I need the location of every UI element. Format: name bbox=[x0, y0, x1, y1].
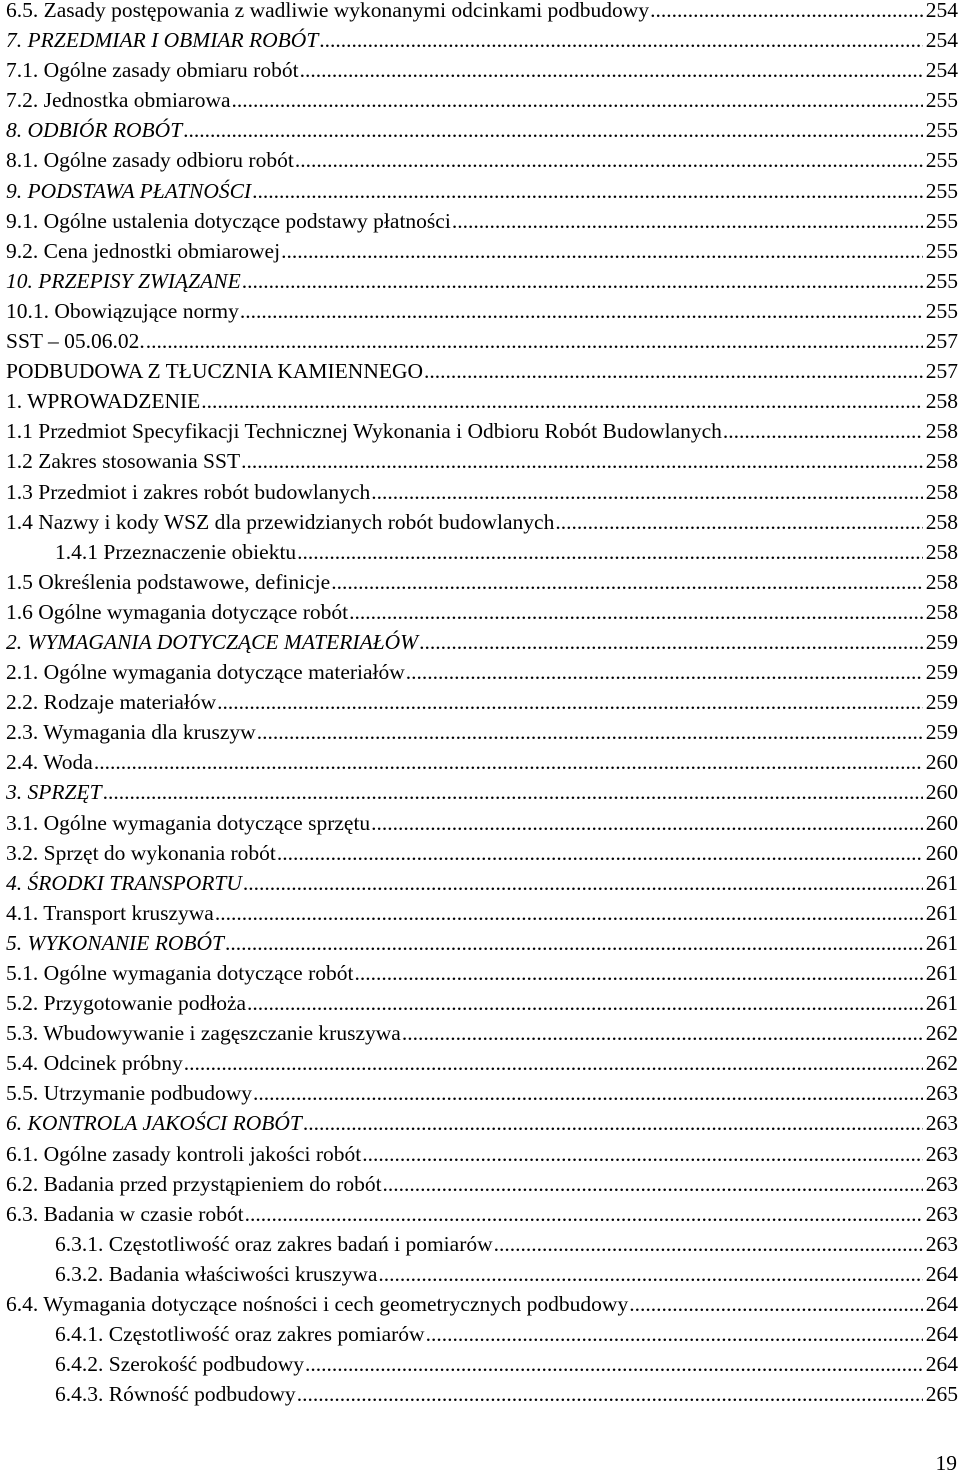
toc-entry-page: 254 bbox=[925, 28, 958, 53]
toc-entry[interactable] bbox=[0, 537, 958, 567]
toc-dot-leader bbox=[232, 85, 923, 115]
toc-entry-page: 255 bbox=[925, 88, 958, 113]
toc-entry-title: 6.4. Wymagania dotyczące nośności i cech geometrycznych podbudowy bbox=[6, 1292, 629, 1317]
toc-entry-title: 3.1. Ogólne wymagania dotyczące sprzętu bbox=[6, 810, 371, 835]
toc-dot-leader bbox=[424, 356, 923, 386]
toc-dot-leader bbox=[240, 296, 923, 326]
toc-entry-page: 258 bbox=[925, 539, 958, 564]
toc-entry-title: 5. WYKONANIE ROBÓT bbox=[6, 930, 224, 955]
toc-dot-leader bbox=[94, 747, 923, 777]
toc-entry[interactable] bbox=[0, 1289, 958, 1319]
toc-entry[interactable] bbox=[0, 1078, 958, 1108]
toc-dot-leader bbox=[300, 55, 923, 85]
toc-entry-page: 261 bbox=[925, 991, 958, 1016]
toc-entry[interactable] bbox=[0, 507, 958, 537]
toc-entry[interactable] bbox=[0, 717, 958, 747]
toc-entry-title: 1.3 Przedmiot i zakres robót budowlanych bbox=[6, 479, 371, 504]
toc-entry[interactable] bbox=[0, 176, 958, 206]
toc-entry-page: 264 bbox=[925, 1352, 958, 1377]
toc-entry-title: 2.4. Woda bbox=[6, 750, 93, 775]
toc-entry-page: 255 bbox=[925, 238, 958, 263]
toc-entry-title: 5.3. Wbudowywanie i zagęszczanie kruszywa bbox=[6, 1021, 401, 1046]
toc-entry-title: 1.5 Określenia podstawowe, definicje bbox=[6, 569, 331, 594]
toc-entry-title: 6.3. Badania w czasie robót bbox=[6, 1201, 244, 1226]
toc-dot-leader bbox=[103, 777, 923, 807]
toc-entry-title: 1.2 Zakres stosowania SST bbox=[6, 449, 241, 474]
toc-entry-page: 258 bbox=[925, 449, 958, 474]
toc-entry[interactable] bbox=[0, 1048, 958, 1078]
toc-entry-title: 9.1. Ogólne ustalenia dotyczące podstawy płatności bbox=[6, 208, 451, 233]
toc-entry-title: 6.3.2. Badania właściwości kruszywa bbox=[55, 1261, 378, 1286]
toc-entry-title: 5.1. Ogólne wymagania dotyczące robót bbox=[6, 961, 354, 985]
toc-entry-title: 2. WYMAGANIA DOTYCZĄCE MATERIAŁÓW bbox=[6, 629, 419, 654]
toc-entry[interactable] bbox=[0, 868, 958, 898]
toc-entry-page: 259 bbox=[925, 720, 958, 745]
toc-entry[interactable] bbox=[0, 567, 958, 597]
toc-entry[interactable] bbox=[0, 55, 958, 85]
toc-entry-page: 263 bbox=[925, 1141, 958, 1166]
toc-entry-page: 260 bbox=[925, 840, 958, 865]
toc-entry-title: 5.5. Utrzymanie podbudowy bbox=[6, 1081, 253, 1106]
toc-entry[interactable] bbox=[0, 386, 958, 416]
toc-entry-title: 7.1. Ogólne zasady obmiaru robót bbox=[6, 58, 299, 83]
toc-entry[interactable] bbox=[0, 808, 958, 838]
toc-entry-page: 259 bbox=[925, 690, 958, 715]
toc-dot-leader bbox=[331, 567, 923, 597]
toc-entry[interactable] bbox=[0, 1259, 958, 1289]
toc-entry[interactable] bbox=[0, 777, 958, 807]
toc-entry-title: 9. PODSTAWA PŁATNOŚCI bbox=[6, 178, 252, 203]
toc-dot-leader bbox=[303, 1108, 923, 1138]
toc-entry-page: 265 bbox=[925, 1382, 958, 1407]
toc-entry[interactable] bbox=[0, 85, 958, 115]
toc-dot-leader bbox=[494, 1229, 923, 1259]
toc-dot-leader bbox=[555, 507, 922, 537]
toc-entry-title: 7.2. Jednostka obmiarowa bbox=[6, 88, 231, 113]
toc-entry-page: 260 bbox=[925, 750, 958, 775]
toc-entry-page: 264 bbox=[925, 1292, 958, 1317]
toc-entry-page: 255 bbox=[925, 178, 958, 203]
toc-dot-leader bbox=[241, 446, 923, 476]
toc-entry-title: 10.1. Obowiązujące normy bbox=[6, 298, 239, 323]
toc-entry-page: 254 bbox=[925, 58, 958, 83]
toc-dot-leader bbox=[402, 1018, 923, 1048]
toc-entry[interactable] bbox=[0, 1229, 958, 1259]
toc-entry-page: 257 bbox=[925, 329, 958, 354]
toc-entry-page: 263 bbox=[925, 1171, 958, 1196]
toc-dot-leader bbox=[297, 537, 923, 567]
toc-dot-leader bbox=[295, 145, 923, 175]
toc-dot-leader bbox=[183, 115, 923, 145]
toc-entry-page: 263 bbox=[925, 1201, 958, 1226]
toc-dot-leader bbox=[452, 206, 923, 236]
toc-entry-page: 258 bbox=[925, 419, 958, 444]
toc-entry[interactable] bbox=[0, 657, 958, 687]
toc-dot-leader bbox=[378, 1259, 922, 1289]
toc-entry-page: 260 bbox=[925, 780, 958, 805]
toc-entry[interactable] bbox=[0, 1108, 958, 1138]
toc-entry-page: 259 bbox=[925, 629, 958, 654]
toc-entry[interactable] bbox=[0, 898, 958, 928]
toc-entry-page: 254 bbox=[925, 0, 958, 22]
toc-entry-page: 258 bbox=[925, 509, 958, 534]
toc-dot-leader bbox=[242, 266, 923, 296]
toc-dot-leader bbox=[629, 1289, 923, 1319]
toc-entry-title: 1.4.1 Przeznaczenie obiektu bbox=[55, 539, 297, 564]
toc-entry-page: 258 bbox=[925, 569, 958, 594]
toc-entry[interactable] bbox=[0, 25, 958, 55]
toc-dot-leader bbox=[247, 988, 923, 1018]
toc-entry-title: 2.3. Wymagania dla kruszyw bbox=[6, 720, 256, 745]
toc-entry-title: 6. KONTROLA JAKOŚCI ROBÓT bbox=[6, 1111, 302, 1136]
toc-entry[interactable] bbox=[0, 356, 958, 386]
toc-entry-page: 261 bbox=[925, 930, 958, 955]
toc-entry-title: 6.4.1. Częstotliwość oraz zakres pomiarów bbox=[55, 1322, 425, 1347]
toc-entry[interactable] bbox=[0, 236, 958, 266]
toc-dot-leader bbox=[371, 477, 923, 507]
toc-dot-leader bbox=[349, 597, 923, 627]
toc-dot-leader bbox=[354, 958, 922, 988]
toc-entry-page: 255 bbox=[925, 208, 958, 233]
toc-entry-page: 258 bbox=[925, 479, 958, 504]
toc-entry-page: 264 bbox=[925, 1261, 958, 1286]
toc-entry-page: 262 bbox=[925, 1051, 958, 1076]
toc-entry[interactable] bbox=[0, 145, 958, 175]
toc-dot-leader bbox=[245, 1199, 923, 1229]
toc-dot-leader bbox=[217, 687, 923, 717]
toc-entry-page: 255 bbox=[925, 118, 958, 143]
toc-entry-title: PODBUDOWA Z TŁUCZNIA KAMIENNEGO bbox=[6, 359, 424, 384]
toc-entry[interactable] bbox=[0, 1199, 958, 1229]
toc-entry-title: 8.1. Ogólne zasady odbioru robót bbox=[6, 148, 294, 173]
toc-entry-page: 261 bbox=[925, 870, 958, 895]
toc-entry[interactable] bbox=[0, 597, 958, 627]
toc-entry-title: 6.4.3. Równość podbudowy bbox=[55, 1382, 296, 1407]
toc-entry-title: 2.1. Ogólne wymagania dotyczące materiałów bbox=[6, 660, 405, 685]
toc-entry[interactable] bbox=[0, 747, 958, 777]
toc-entry[interactable] bbox=[0, 838, 958, 868]
toc-entry-title: 3. SPRZĘT bbox=[6, 780, 102, 805]
toc-dot-leader bbox=[723, 416, 923, 446]
toc-entry-page: 260 bbox=[925, 810, 958, 835]
toc-entry-page: 258 bbox=[925, 599, 958, 624]
toc-entry-title: 4. ŚRODKI TRANSPORTU bbox=[6, 870, 242, 895]
toc-entry[interactable] bbox=[0, 0, 958, 25]
toc-entry[interactable] bbox=[0, 627, 958, 657]
toc-dot-leader bbox=[201, 386, 922, 416]
toc-entry[interactable] bbox=[0, 1018, 958, 1048]
toc-entry[interactable] bbox=[0, 958, 958, 988]
toc-entry-title: 6.5. Zasady postępowania z wadliwie wykonanymi odcinkami podbudowy bbox=[6, 0, 650, 22]
toc-entry-page: 258 bbox=[925, 389, 958, 414]
toc-dot-leader bbox=[297, 1379, 923, 1409]
toc-dot-leader bbox=[319, 25, 922, 55]
toc-entry-title: 6.2. Badania przed przystąpieniem do robót bbox=[6, 1171, 382, 1196]
toc-entry-title: 1.6 Ogólne wymagania dotyczące robót bbox=[6, 599, 349, 624]
toc-entry-page: 264 bbox=[925, 1322, 958, 1347]
toc-entry[interactable] bbox=[0, 1379, 958, 1409]
toc-dot-leader bbox=[383, 1169, 923, 1199]
toc-entry[interactable] bbox=[0, 477, 958, 507]
toc-dot-leader bbox=[215, 898, 923, 928]
toc-entry-page: 263 bbox=[925, 1081, 958, 1106]
toc-entry-title: 2.2. Rodzaje materiałów bbox=[6, 690, 217, 715]
toc-dot-leader bbox=[305, 1349, 923, 1379]
toc-entry-page: 255 bbox=[925, 148, 958, 173]
toc-entry-title: 5.4. Odcinek próbny bbox=[6, 1051, 183, 1076]
toc-entry-title: 9.2. Cena jednostki obmiarowej bbox=[6, 238, 281, 263]
toc-entry-title: 6.4.2. Szerokość podbudowy bbox=[55, 1352, 305, 1377]
toc-dot-leader bbox=[281, 236, 923, 266]
toc-entry[interactable] bbox=[0, 1169, 958, 1199]
toc-entry-title: 4.1. Transport kruszywa bbox=[6, 900, 214, 925]
toc-entry[interactable] bbox=[0, 446, 958, 476]
toc-entry-title: 7. PRZEDMIAR I OBMIAR ROBÓT bbox=[6, 28, 319, 53]
toc-entry[interactable] bbox=[0, 928, 958, 958]
toc-entry-page: 262 bbox=[925, 1021, 958, 1046]
toc-entry[interactable] bbox=[0, 296, 958, 326]
toc-entry-page: 261 bbox=[925, 961, 958, 985]
toc-entry-title: 1. WPROWADZENIE bbox=[6, 389, 201, 414]
toc-dot-leader bbox=[426, 1319, 923, 1349]
toc-entry-page: 263 bbox=[925, 1111, 958, 1136]
toc-dot-leader bbox=[650, 0, 923, 25]
toc-entry-page: 259 bbox=[925, 660, 958, 685]
toc-entry-title: 1.1 Przedmiot Specyfikacji Technicznej Wykonania i Odbioru Robót Budowlanych bbox=[6, 419, 722, 444]
toc-entry[interactable] bbox=[0, 206, 958, 236]
toc-entry[interactable] bbox=[0, 115, 958, 145]
toc-entry-page: 255 bbox=[925, 268, 958, 293]
toc-entry[interactable] bbox=[0, 266, 958, 296]
toc-entry-title: 8. ODBIÓR ROBÓT bbox=[6, 118, 183, 143]
toc-entry[interactable] bbox=[0, 1139, 958, 1169]
toc-dot-leader bbox=[257, 717, 923, 747]
toc-entry-title: 5.2. Przygotowanie podłoża bbox=[6, 991, 247, 1016]
toc-entry-title: SST – 05.06.02. bbox=[6, 329, 145, 354]
toc-entry-page: 261 bbox=[925, 900, 958, 925]
toc-dot-leader bbox=[253, 1078, 923, 1108]
toc-entry-page: 255 bbox=[925, 298, 958, 323]
toc-entry-title: 10. PRZEPISY ZWIĄZANE bbox=[6, 268, 241, 293]
toc-dot-leader bbox=[243, 868, 923, 898]
toc-entry[interactable] bbox=[0, 687, 958, 717]
toc-dot-leader bbox=[225, 928, 923, 958]
toc-entry-title: 1.4 Nazwy i kody WSZ dla przewidzianych robót budowlanych bbox=[6, 509, 555, 534]
page-number: 19 bbox=[935, 1451, 957, 1475]
toc-entry-title: 6.3.1. Częstotliwość oraz zakres badań i pomiarów bbox=[55, 1231, 493, 1256]
toc-dot-leader bbox=[277, 838, 923, 868]
toc-entry[interactable] bbox=[0, 1349, 958, 1379]
toc-entry[interactable] bbox=[0, 988, 958, 1018]
toc-dot-leader bbox=[252, 176, 923, 206]
toc-entry-title: 3.2. Sprzęt do wykonania robót bbox=[6, 840, 276, 865]
toc-entry-title: 6.1. Ogólne zasady kontroli jakości robót bbox=[6, 1141, 362, 1166]
toc-dot-leader bbox=[184, 1048, 923, 1078]
toc-entry[interactable] bbox=[0, 1319, 958, 1349]
toc-entry[interactable] bbox=[0, 326, 958, 356]
toc-dot-leader bbox=[406, 657, 923, 687]
toc-entry[interactable] bbox=[0, 416, 958, 446]
toc-entry-page: 263 bbox=[925, 1231, 958, 1256]
toc-dot-leader bbox=[419, 627, 923, 657]
toc-entry-page: 257 bbox=[925, 359, 958, 384]
toc-dot-leader bbox=[146, 326, 923, 356]
toc-dot-leader bbox=[362, 1139, 922, 1169]
toc-dot-leader bbox=[371, 808, 923, 838]
